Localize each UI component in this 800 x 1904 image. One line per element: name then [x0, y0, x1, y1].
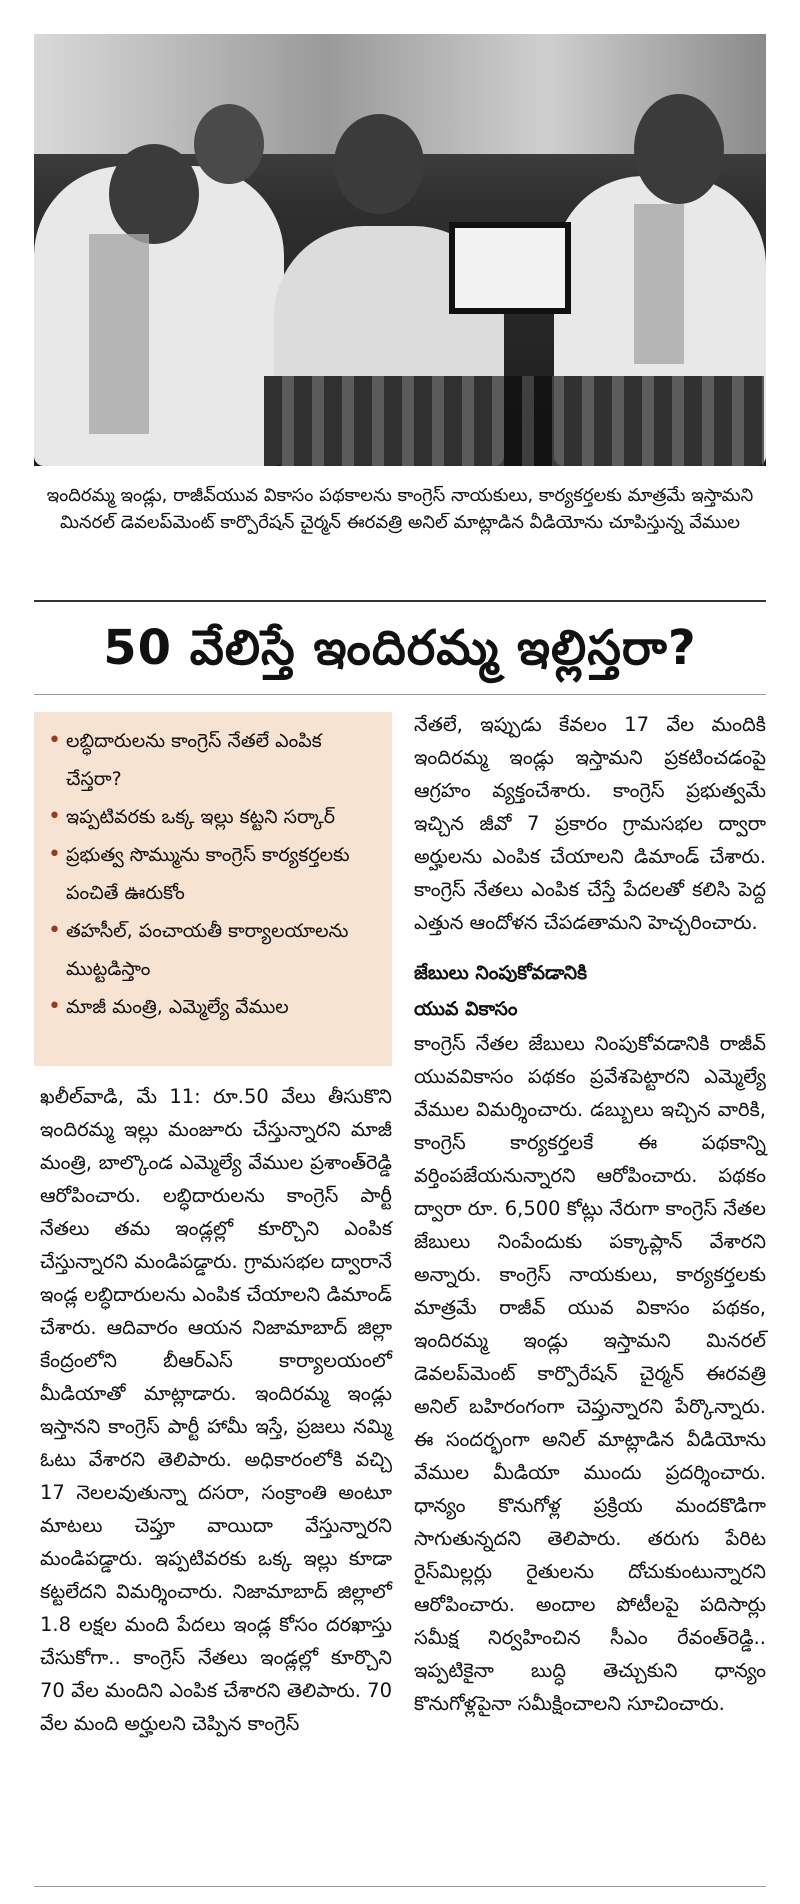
highlight-item [48, 988, 378, 1026]
photo-caption: ఇందిరమ్మ ఇండ్లు, రాజీవ్‌యువ వికాసం పథకాలను కాంగ్రెస్ నాయకులు, కార్యకర్తలకు మాత్రమే ఇస్తామని మినరల్ డెవలప్‌మెంట్ కార్పొరేషన్ చైర్మన్ ఈరవత్రి అనిల్ మాట్లాడిన వీడియోను చూపిస్తున్న వేముల [46, 485, 754, 533]
photo-tablet [449, 222, 571, 314]
subheading-line-2: యువ వికాసం [414, 998, 518, 1020]
highlights-box [34, 712, 392, 1066]
highlight-text: తహసీల్, పంచాయతీ కార్యాలయాలను ముట్టడిస్తాం [66, 920, 349, 980]
highlight-text: మాజీ మంత్రి, ఎమ్మెల్యే వేముల [66, 996, 289, 1018]
bullet-icon: • [48, 728, 61, 753]
photo-scarf-left [89, 234, 149, 434]
news-photo [34, 34, 766, 466]
highlight-item [48, 722, 378, 798]
highlight-item [48, 912, 378, 988]
highlight-item [48, 798, 378, 836]
highlight-text: లబ్ధిదారులను కాంగ్రెస్ నేతలే ఎంపిక చేస్తరా? [66, 730, 322, 790]
article-right-column [414, 708, 766, 1720]
divider-bottom [34, 1886, 766, 1887]
article-left-column [40, 1080, 392, 1740]
article-left-text: ఖలీల్‌వాడి, మే 11: రూ.50 వేలు తీసుకొని ఇందిరమ్మ ఇల్లు మంజూరు చేస్తున్నారని మాజీ మంత్రి, బాల్కొండ ఎమ్మెల్యే వేముల ప్రశాంత్‌రెడ్డి ఆరోపించారు. లబ్ధిదారులను కాంగ్రెస్ పార్టీ నేతలు తమ ఇండ్లల్లో కూర్చొని ఎంపిక చేస్తున్నారని మండిపడ్డారు. గ్రామసభల ద్వారానే ఇండ్ల లబ్ధిదారులను ఎంపిక చేయాలని డిమాండ్ చేశారు. ఆదివారం ఆయన నిజామాబాద్ జిల్లా కేంద్రంలోని బీఆర్‌ఎస్ కార్యాలయంలో మీడియాతో మాట్లాడారు. ఇందిరమ్మ ఇండ్లు ఇస్తానని కాంగ్రెస్ పార్టీ హామీ ఇస్తే, ప్రజలు నమ్మి ఓటు వేశారని తెలిపారు. అధికారంలోకి వచ్చి 17 నెలలవుతున్నా దసరా, సంక్రాంతి అంటూ మాటలు చెప్తూ వాయిదా వేస్తున్నారని మండిపడ్డారు. ఇప్పటివరకు ఒక్క ఇల్లు కూడా కట్టలేదని విమర్శించారు. నిజామాబాద్ జిల్లాలో 1.8 లక్షల మంది పేదలు ఇండ్ల కోసం దరఖాస్తు చేసుకోగా.. కాంగ్రెస్ నేతలు ఇండ్లల్లో కూర్చొని 70 వేల మందిని ఎంపిక చేశారని తెలిపారు. 70 వేల మంది అర్హులని చెప్పిన కాంగ్రెస్ [40, 1085, 392, 1735]
headline: 50 వేలిస్తే ఇందిరమ్మ ఇల్లిస్తరా? [103, 620, 697, 676]
photo-head-right [634, 94, 724, 204]
bullet-icon: • [48, 804, 61, 829]
article-right-text-1: నేతలే, ఇప్పుడు కేవలం 17 వేల మందికి ఇందిరమ్మ ఇండ్లు ఇస్తామని ప్రకటించడంపై ఆగ్రహం వ్యక్తంచేశారు. కాంగ్రెస్ ప్రభుత్వమే ఇచ్చిన జీవో 7 ప్రకారం గ్రామసభల ద్వారా అర్హులను ఎంపిక చేయాలని డిమాండ్ చేశారు. కాంగ్రెస్ నేతలు ఎంపిక చేస్తే పేదలతో కలిసి పెద్ద ఎత్తున ఆందోళన చేపడతామని హెచ్చరించారు. [414, 713, 766, 934]
bullet-icon: • [48, 918, 61, 943]
divider-top [34, 600, 766, 602]
bullet-icon: • [48, 994, 61, 1019]
article-right-text-2: కాంగ్రెస్ నేతల జేబులు నింపుకోవడానికి రాజీవ్ యువవికాసం పథకం ప్రవేశపెట్టారని ఎమ్మెల్యే వేముల విమర్శించారు. డబ్బులు ఇచ్చిన వారికి, కాంగ్రెస్ కార్యకర్తలకే ఈ పథకాన్ని వర్తింపజేయనున్నారని ఆరోపించారు. పథకం ద్వారా రూ. 6,500 కోట్లు నేరుగా కాంగ్రెస్ నేతల జేబులు నింపేందుకు పక్కాప్లాన్ వేశారని అన్నారు. కాంగ్రెస్ నాయకులు, కార్యకర్తలకు మాత్రమే రాజీవ్ యువ వికాసం పథకం, ఇందిరమ్మ ఇండ్లు ఇస్తామని మినరల్ డెవలప్‌మెంట్ కార్పొరేషన్ చైర్మన్ ఈరవత్రి అనిల్ బహిరంగంగా చెప్తున్నారని పేర్కొన్నారు. ఈ సందర్భంగా అనిల్ మాట్లాడిన వీడియోను వేముల మీడియా ముందు ప్రదర్శించారు. ధాన్యం కొనుగోళ్ల ప్రక్రియ మందకొడిగా సాగుతున్నదని తెలిపారు. తరుగు పేరిట రైస్‌మిల్లర్లు రైతులను దోచుకుంటున్నారని ఆరోపించారు. అందాల పోటీలపై పదిసార్లు సమీక్ష నిర్వహించిన సీఎం రేవంత్‌రెడ్డి.. ఇప్పటికైనా బుద్ధి తెచ్చుకుని ధాన్యం కొనుగోళ్లపైనా సమీక్షించాలని సూచించారు. [414, 1032, 766, 1715]
highlight-item [48, 836, 378, 912]
highlight-text: ప్రభుత్వ సొమ్మును కాంగ్రెస్ కార్యకర్తలకు పంచితే ఊరుకోం [66, 844, 350, 904]
photo-scarf-right [634, 204, 684, 364]
photo-head-back [194, 104, 264, 184]
bullet-icon: • [48, 842, 61, 867]
subheading-line-1: జేబులు నింపుకోవడానికి [414, 962, 588, 984]
highlight-text: ఇప్పటివరకు ఒక్క ఇల్లు కట్టని సర్కార్ [66, 806, 336, 828]
divider-headline [34, 694, 766, 695]
photo-head-center [334, 114, 424, 214]
photo-head-left [109, 144, 199, 244]
photo-microphones [264, 376, 764, 466]
